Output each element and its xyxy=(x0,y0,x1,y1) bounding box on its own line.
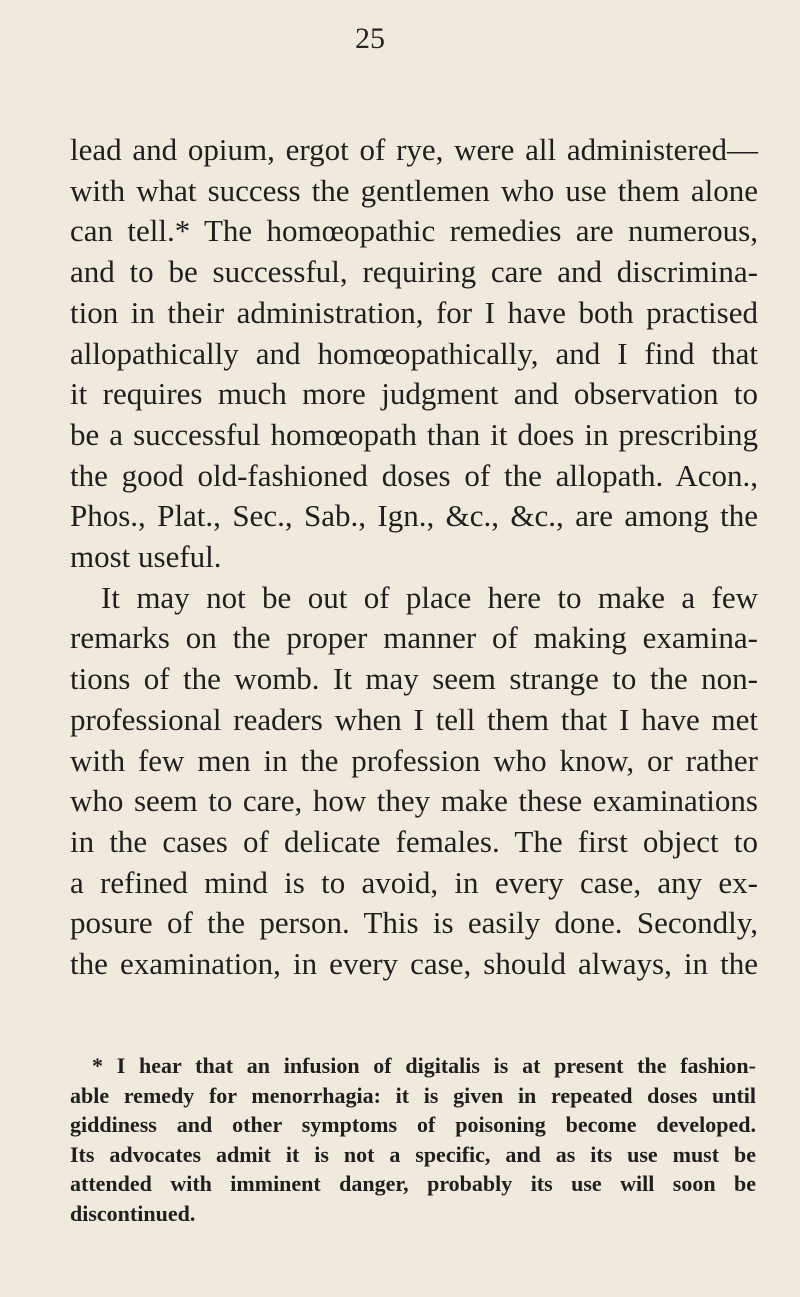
text-line: the good old-fashioned doses of the allopath. Acon., xyxy=(70,457,758,493)
text-line: a refined mind is to avoid, in every case, any ex- xyxy=(70,864,758,900)
text-line: the examination, in every case, should always, in the xyxy=(70,946,758,982)
footnote-line: giddiness and other symptoms of poisoning become developed. xyxy=(70,1112,756,1138)
text-line: remarks on the proper manner of making examina- xyxy=(70,620,758,656)
text-line: professional readers when I tell them that I have met xyxy=(70,701,758,737)
text-line: posure of the person. This is easily done. Secondly, xyxy=(70,905,758,941)
text-line: in the cases of delicate females. The first object to xyxy=(70,823,758,859)
footnote xyxy=(70,1051,756,1229)
footnote-line: discontinued. xyxy=(70,1200,196,1226)
text-line: be a successful homœopath than it does in prescribing xyxy=(70,416,758,452)
text-line: lead and opium, ergot of rye, were all administered— xyxy=(70,132,758,167)
text-line: with few men in the profession who know, or rather xyxy=(70,742,758,778)
text-line: who seem to care, how they make these examinations xyxy=(70,783,758,819)
text-line: allopathically and homœopathically, and I find that xyxy=(70,335,758,371)
text-line: and to be successful, requiring care and discrimina- xyxy=(70,254,758,290)
footnote-line: Its advocates admit it is not a specific, and as its use must be xyxy=(70,1141,756,1167)
footnote-line: able remedy for menorrhagia: it is given in repeated doses until xyxy=(70,1082,756,1108)
text-line: with what success the gentlemen who use them alone xyxy=(70,172,758,208)
page-number: 25 xyxy=(355,22,385,55)
text-line: tions of the womb. It may seem strange to the non- xyxy=(70,661,758,697)
paragraph-1 xyxy=(70,130,758,578)
text-line: most useful. xyxy=(70,539,222,575)
text-line: It may not be out of place here to make a few xyxy=(101,579,758,615)
text-line: Phos., Plat., Sec., Sab., Ign., &c., &c., are among the xyxy=(70,498,758,534)
footnote-line: attended with imminent danger, probably its use will soon be xyxy=(70,1171,756,1197)
text-line: it requires much more judgment and observation to xyxy=(70,376,758,412)
footnote-line: * I hear that an infusion of digitalis is at present the fashion- xyxy=(92,1053,756,1078)
body-text xyxy=(70,130,758,985)
text-line: can tell.* The homœopathic remedies are numerous, xyxy=(70,213,758,249)
text-line: tion in their administration, for I have both practised xyxy=(70,294,758,330)
paragraph-2 xyxy=(70,578,758,985)
